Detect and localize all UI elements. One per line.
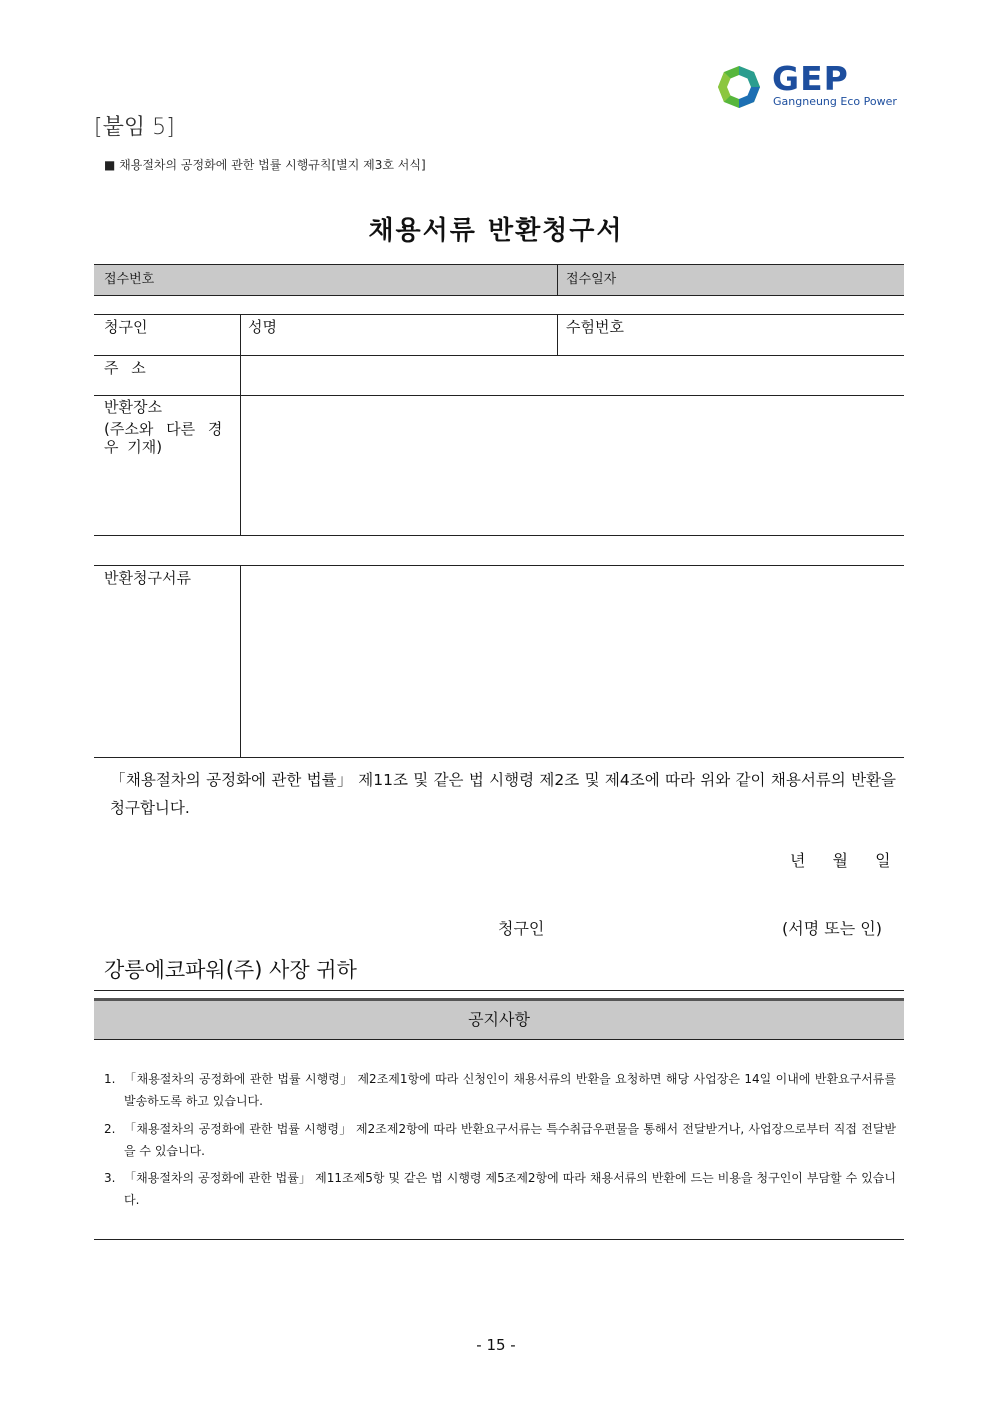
- company-logo: [716, 59, 898, 114]
- notice-bottom-border: [94, 1239, 904, 1240]
- address-label: 주 소: [104, 359, 146, 377]
- receipt-row-top-border: [94, 264, 904, 265]
- address-row-bottom-border: [94, 395, 904, 396]
- receipt-row-divider: [557, 264, 558, 295]
- requested-documents-label: 반환청구서류: [104, 569, 191, 587]
- claimant-row-bottom-border: [94, 355, 904, 356]
- documents-table-top-border: [94, 565, 904, 566]
- name-exam-divider: [557, 314, 558, 355]
- logo-tagline: Gangneung Eco Power: [773, 95, 897, 108]
- notice-item-number: 2.: [104, 1122, 116, 1136]
- receipt-number-label: 접수번호: [104, 272, 155, 287]
- return-place-note-line-1: (주소와 다른 경: [104, 420, 223, 438]
- notice-item-text: 「채용절차의 공정화에 관한 법률 시행령」 제2조제1항에 따라 신청인이 채용서류의 반환을 요청하면 해당 사업장은 14일 이내에 반환요구서류를 발송하도록 하고 있습니다.: [124, 1072, 896, 1108]
- claimant-table-top-border: [94, 314, 904, 315]
- return-place-row-bottom-border: [94, 535, 904, 536]
- claimant-table-label-divider: [240, 314, 241, 535]
- name-label: 성명: [248, 318, 277, 336]
- receipt-row-bottom-border: [94, 295, 904, 296]
- notice-item-text: 「채용절차의 공정화에 관한 법률 시행령」 제2조제2항에 따라 반환요구서류는 특수취급우편물을 통해서 전달받거나, 사업장으로부터 직접 전달받을 수 있습니다.: [124, 1122, 896, 1158]
- addressee: 강릉에코파워(주) 사장 귀하: [104, 958, 357, 982]
- date-row: 년 월 일: [790, 851, 891, 870]
- exam-number-label: 수험번호: [566, 318, 624, 336]
- notice-item: [104, 1167, 896, 1211]
- claimant-label: 청구인: [104, 318, 148, 336]
- form-basis-note: ■ 채용절차의 공정화에 관한 법률 시행규칙[별지 제3호 서식]: [104, 158, 426, 172]
- notice-heading: 공지사항: [94, 1001, 904, 1039]
- documents-table-label-divider: [240, 565, 241, 757]
- return-place-note-line-2: 우 기재): [104, 438, 163, 456]
- notice-item-text: 「채용절차의 공정화에 관한 법률」 제11조제5항 및 같은 법 시행령 제5조제2항에 따라 채용서류의 반환에 드는 비용을 청구인이 부담할 수 있습니다.: [124, 1171, 896, 1207]
- notice-item: [104, 1118, 896, 1162]
- notice-item-number: 3.: [104, 1171, 116, 1185]
- return-place-label: 반환장소: [104, 398, 162, 416]
- receipt-row-background: [94, 264, 904, 295]
- declaration-text: 「채용절차의 공정화에 관한 법률」 제11조 및 같은 법 시행령 제2조 및 제4조에 따라 위와 같이 채용서류의 반환을 청구합니다.: [110, 771, 896, 817]
- notice-item-number: 1.: [104, 1072, 116, 1086]
- form-title: 채용서류 반환청구서: [368, 216, 624, 246]
- notice-heading-bottom-border: [94, 1039, 904, 1040]
- logo-ring-icon: [716, 64, 762, 110]
- signature-hint: (서명 또는 인): [782, 919, 882, 938]
- page-number: - 15 -: [476, 1336, 516, 1354]
- notice-item: [104, 1068, 896, 1112]
- receipt-date-label: 접수일자: [566, 272, 617, 287]
- signature-claimant-label: 청구인: [498, 919, 545, 938]
- notice-top-thin-border: [94, 990, 904, 991]
- documents-table-bottom-border: [94, 757, 904, 758]
- attachment-label: [붙임 5]: [94, 115, 175, 140]
- logo-wordmark: GEP: [772, 59, 849, 98]
